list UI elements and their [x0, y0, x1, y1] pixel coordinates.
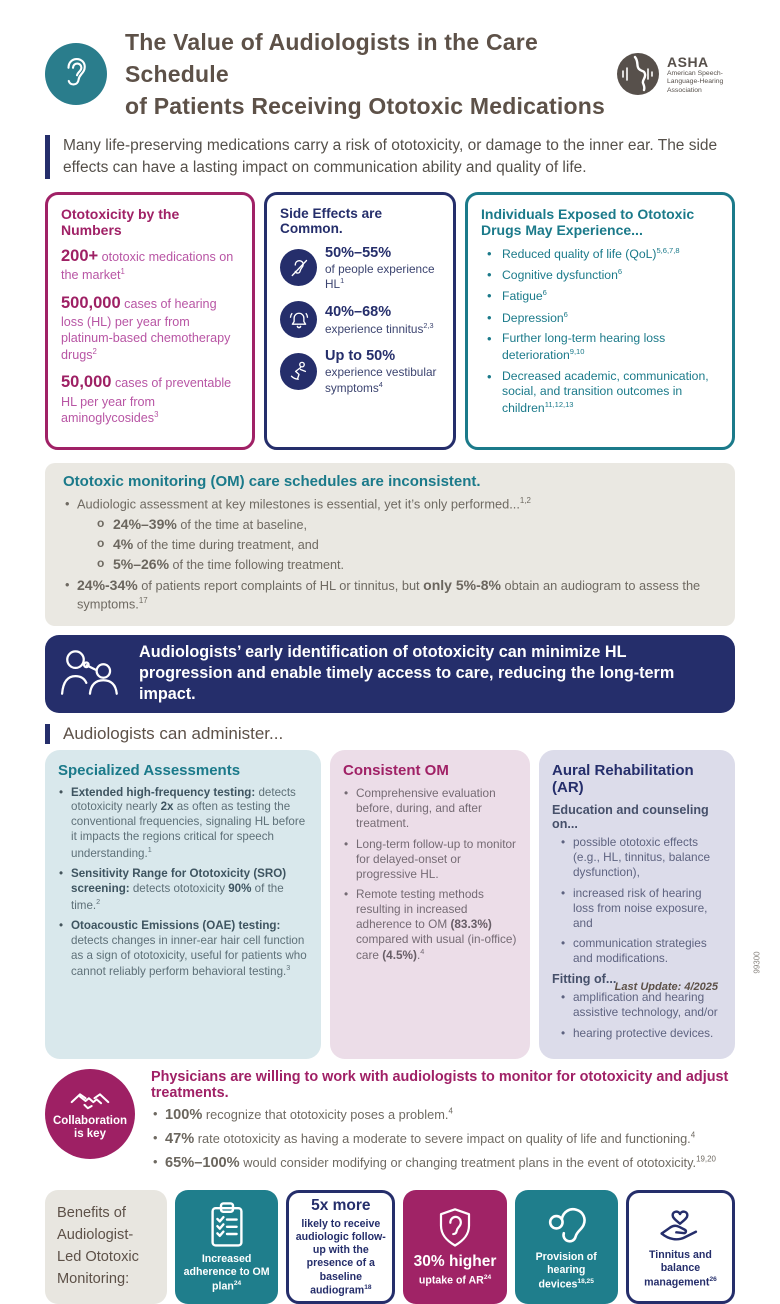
- list-item: • increased risk of hearing loss from noise exposure, and: [560, 886, 722, 931]
- hearing-aid-icon: [544, 1203, 588, 1247]
- list-item: • 100% recognize that ototoxicity poses a problem.$^4$: [151, 1106, 735, 1125]
- list-item: • amplification and hearing assistive technology, and/or: [560, 990, 722, 1020]
- specialized-assessments-column: [45, 750, 321, 1060]
- benefit-card-hearing-devices: Provision of hearing devices$^{18,25}$: [515, 1190, 618, 1304]
- bell-tinnitus-icon: [280, 301, 317, 338]
- administer-columns: [45, 750, 735, 1060]
- aural-rehabilitation-column: [539, 750, 735, 1060]
- list-item: • Further long-term hearing loss deterioration$^{9,10}$: [487, 331, 719, 364]
- exposed-title: Individuals Exposed to Ototoxic Drugs May Experience...: [481, 205, 695, 238]
- om-sub-bullet: o 5%–26% of the time following treatment.: [97, 556, 717, 572]
- title-line-2: of Patients Receiving Ototoxic Medications: [125, 93, 605, 120]
- exposed-list: [487, 246, 719, 418]
- handshake-icon: [70, 1087, 110, 1115]
- side-effect-hl: 50%–55% of people experience $HL^1$: [280, 244, 440, 293]
- om-section: [45, 463, 735, 626]
- ototoxicity-numbers-box: [45, 192, 255, 450]
- title-line-1: The Value of Audiologists in the Care Schedule: [125, 29, 538, 88]
- benefit-card-followup: 5x more likely to receive audiologic follow-up with the presence of a baseline audiogram$^{18}$: [286, 1190, 395, 1304]
- collaboration-heading: Physicians are willing to work with audiologists to monitor for ototoxicity and adjust treatments.: [151, 1069, 729, 1102]
- asha-logo-subtext: American Speech-Language-Hearing Association: [667, 69, 724, 94]
- list-item: • communication strategies and modifications.: [560, 936, 722, 966]
- list-item: • Otoacoustic Emissions (OAE) testing: detects changes in inner-ear hair cell function as a sign of ototoxicity, useful for patients who cannot reliably perform behavioral testing.$^3$: [58, 919, 308, 980]
- column-title: Specialized Assessments: [58, 761, 241, 779]
- consistent-om-column: [330, 750, 530, 1060]
- numbers-box-title: Ototoxicity by the Numbers: [61, 205, 180, 238]
- om-heading: Ototoxic monitoring (OM) care schedules are inconsistent.: [63, 472, 481, 490]
- side-effects-box: [264, 192, 456, 450]
- header: [0, 0, 780, 123]
- om-sub-bullet: o 24%–39% of the time at baseline,: [97, 516, 717, 532]
- key-message-banner: [45, 635, 735, 713]
- banner-text: Audiologists’ early identification of ototoxicity can minimize HL progression and enable timely access to care, reducing the long-term impact.: [139, 642, 675, 704]
- list-item: • 65%–100% would consider modifying or changing treatment plans in the event of ototoxicity.$^{19,20}$: [151, 1154, 735, 1173]
- collaboration-section: [45, 1069, 735, 1178]
- collaboration-badge: Collaboration is key: [45, 1069, 135, 1159]
- benefit-card-ar-uptake: 30% higher uptake of AR$^{24}$: [403, 1190, 506, 1304]
- stat-hearing-loss: 500,000 cases of hearing loss (HL) per year from platinum-based chemotherapy drugs$^2$: [61, 293, 231, 362]
- hand-heart-icon: [658, 1205, 702, 1245]
- om-bullet-2: • 24%-34% of patients report complaints of HL or tinnitus, but only 5%-8% obtain an audiogram to assess the symptoms.$^{17}$: [63, 576, 717, 614]
- fitting-subheading: Fitting of...: [552, 972, 617, 987]
- benefits-row: [45, 1190, 735, 1304]
- vestibular-fall-icon: [280, 353, 317, 390]
- column-title: Consistent OM: [343, 761, 449, 779]
- asha-logo: [615, 51, 745, 97]
- ear-hl-icon: [280, 249, 317, 286]
- side-effect-vestibular: Up to 50% experience vestibular symptoms$^4$: [280, 347, 440, 396]
- exposed-box: [465, 192, 735, 450]
- shield-ear-icon: [436, 1207, 474, 1249]
- list-item: • Decreased academic, communication, social, and transition outcomes in children$^{11,12,13}$: [487, 369, 719, 418]
- asha-logo-name: ASHA: [667, 53, 709, 70]
- list-item: • Extended high-frequency testing: detects ototoxicity nearly 2x as often as testing the conventional frequencies, signaling HL before it impacts the regions critical for speech understanding.$^1$: [58, 786, 308, 861]
- list-item: • Comprehensive evaluation before, during, and after treatment.: [343, 786, 517, 831]
- benefit-card-tinnitus-balance: Tinnitus and balance management$^{26}$: [626, 1190, 735, 1304]
- page-title: [125, 26, 615, 123]
- list-item: • 47% rate ototoxicity as having a moderate to severe impact on quality of life and functioning.$^4$: [151, 1130, 735, 1149]
- list-item: • Reduced quality of life (QoL)$^{5,6,7,8}$: [487, 246, 719, 263]
- intro-paragraph: Many life-preserving medications carry a risk of ototoxicity, or damage to the inner ear. The side effects can have a lasting impact on communication ability and quality of life.: [45, 135, 735, 179]
- list-item: • Remote testing methods resulting in increased adherence to OM (83.3%) compared with usual (in-office) care (4.5%).$^4$: [343, 887, 517, 963]
- column-title: Aural Rehabilitation (AR): [552, 761, 694, 796]
- side-effects-title: Side Effects are Common.: [280, 205, 382, 236]
- stat-preventable-hl: 50,000 cases of preventable HL per year from aminoglycosides$^3$: [61, 373, 232, 426]
- benefits-label: Benefits of Audiologist-Led Ototoxic Monitoring:: [45, 1190, 167, 1304]
- list-item: • Sensitivity Range for Ototoxicity (SRO) screening: detects ototoxicity 90% of the time.$^2$: [58, 867, 308, 913]
- list-item: • Long-term follow-up to monitor for delayed-onset or progressive HL.: [343, 837, 517, 882]
- asha-logo-icon: [615, 51, 661, 97]
- list-item: • Depression$^6$: [487, 310, 719, 327]
- ear-icon: [45, 43, 107, 105]
- list-item: • Cognitive dysfunction$^6$: [487, 267, 719, 284]
- audiologist-exam-icon: [59, 648, 125, 699]
- clipboard-checklist-icon: [207, 1201, 247, 1249]
- om-bullet-1: • Audiologic assessment at key milestones is essential, yet it’s only performed...$^{1,2}$: [63, 495, 717, 513]
- list-item: • possible ototoxic effects (e.g., HL, tinnitus, balance dysfunction),: [560, 835, 722, 880]
- om-sub-bullet: o 4% of the time during treatment, and: [97, 536, 717, 552]
- document-code: 99300: [752, 951, 762, 974]
- education-subheading: Education and counseling on...: [552, 802, 709, 831]
- list-item: • hearing protective devices.: [560, 1026, 722, 1041]
- stats-row: [45, 192, 735, 450]
- benefit-card-adherence: Increased adherence to OM plan$^{24}$: [175, 1190, 278, 1304]
- stat-medications: 200+ ototoxic medications on the market$^1$: [61, 246, 234, 283]
- last-update: Last Update: 4/2025: [614, 981, 718, 993]
- administer-label: Audiologists can administer...: [45, 724, 735, 744]
- side-effect-tinnitus: 40%–68% experience tinnitus$^{2,3}$: [280, 301, 440, 338]
- list-item: • Fatigue$^6$: [487, 288, 719, 305]
